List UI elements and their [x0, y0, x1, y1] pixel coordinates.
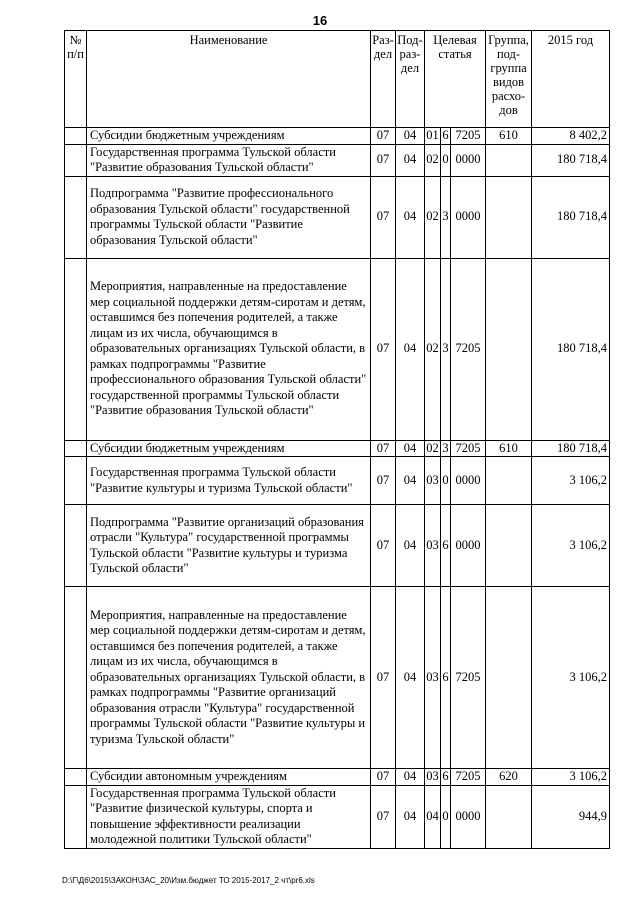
- row-cel-statya-subprogram-cell: 3: [441, 258, 451, 440]
- row-cel-statya-program-cell: 02: [425, 258, 441, 440]
- row-amount-cell: 3 106,2: [532, 587, 610, 769]
- row-cel-statya-subprogram-cell: 3: [441, 176, 451, 258]
- row-name-cell: Государственная программа Тульской области "Развитие образования Тульской области": [87, 144, 371, 176]
- footer-file-path: D:\Г\Д6\2015\ЗАКОН\ЗАС_20\Изм.бюджет ТО 2015-2017_2 чт\pr6.xls: [62, 876, 315, 885]
- row-gruppa-cell: [486, 587, 532, 769]
- row-razdel-cell: 07: [371, 128, 396, 145]
- row-cel-statya-program-cell: 01: [426, 128, 439, 142]
- row-gruppa-cell: [486, 505, 532, 587]
- table-row: [65, 457, 610, 505]
- row-razdel-cell: 07: [371, 144, 396, 176]
- row-num-cell: [65, 505, 87, 587]
- row-podrazdel-cell: 04: [396, 144, 425, 176]
- row-num-cell: [65, 128, 87, 145]
- row-amount-cell: 180 718,4: [532, 144, 610, 176]
- row-razdel-cell: 07: [371, 440, 396, 457]
- row-name-cell: Государственная программа Тульской области "Развитие физической культуры, спорта и повышение эффективности реализации молодежной политики Тульской области": [87, 785, 371, 848]
- row-cel-statya-program-cell: 02: [425, 144, 441, 176]
- row-razdel-cell: 07: [371, 258, 396, 440]
- row-cel-statya-program-cell: 02: [425, 176, 441, 258]
- row-cel-statya-program-cell: 03: [426, 769, 439, 783]
- row-podrazdel-cell: 04: [396, 176, 425, 258]
- row-cel-statya-direction-cell: 7205: [451, 587, 486, 769]
- row-podrazdel-cell: 04: [396, 587, 425, 769]
- row-razdel-cell: 07: [371, 457, 396, 505]
- row-gruppa-cell: [486, 176, 532, 258]
- row-cel-statya-direction-cell: 0000: [451, 505, 486, 587]
- row-amount-cell: 3 106,2: [532, 769, 610, 786]
- header-gruppa: Группа, под- группа видов расхо- дов: [486, 31, 532, 128]
- budget-table: [64, 30, 610, 849]
- table-row: [65, 505, 610, 587]
- row-num-cell: [65, 457, 87, 505]
- row-name-cell: Субсидии автономным учреждениям: [87, 769, 371, 786]
- row-cel-statya-subprogram-cell: 0: [441, 144, 451, 176]
- row-razdel-cell: 07: [371, 785, 396, 848]
- row-name-cell: Субсидии бюджетным учреждениям: [87, 440, 371, 457]
- header-razdel: Раз- дел: [371, 31, 396, 128]
- row-gruppa-cell: 610: [486, 440, 532, 457]
- row-cel-statya-subprogram-cell: 6: [442, 769, 449, 783]
- table-row: [65, 128, 610, 145]
- row-razdel-cell: 07: [371, 505, 396, 587]
- row-cel-statya-direction-cell: 0000: [451, 144, 486, 176]
- row-cel-statya-program-cell: 04: [425, 785, 441, 848]
- row-podrazdel-cell: 04: [396, 457, 425, 505]
- row-num-cell: [65, 258, 87, 440]
- row-cel-statya-subprogram-cell: 0: [441, 457, 451, 505]
- row-cel-statya-program-cell: 03: [425, 587, 441, 769]
- row-amount-cell: 180 718,4: [532, 176, 610, 258]
- row-num-cell: [65, 769, 87, 786]
- row-gruppa-cell: [486, 785, 532, 848]
- row-razdel-cell: 07: [371, 587, 396, 769]
- row-cel-statya-direction-cell: 0000: [451, 785, 486, 848]
- row-name-cell: Подпрограмма "Развитие организаций образования отрасли "Культура" государственной программы Тульской области "Развитие культуры и туризма Тульской области": [87, 505, 371, 587]
- row-num-cell: [65, 144, 87, 176]
- row-razdel-cell: 07: [371, 769, 396, 786]
- table-row: [65, 176, 610, 258]
- row-cel-statya-program-cell: 03: [425, 505, 441, 587]
- row-razdel-cell: 07: [371, 176, 396, 258]
- row-podrazdel-cell: 04: [396, 440, 425, 457]
- row-cel-statya-subprogram-cell: 6: [441, 505, 451, 587]
- row-cel-statya-subprogram-cell: 3: [442, 440, 449, 455]
- row-cel-statya-subprogram-cell: 0: [441, 785, 451, 848]
- row-num-cell: [65, 440, 87, 457]
- header-year: 2015 год: [532, 31, 610, 128]
- row-cel-statya-subprogram-cell: 6: [442, 128, 449, 142]
- row-name-cell: Субсидии бюджетным учреждениям: [87, 128, 371, 145]
- row-gruppa-cell: [486, 144, 532, 176]
- row-podrazdel-cell: 04: [396, 128, 425, 145]
- row-gruppa-cell: 610: [486, 128, 532, 145]
- row-num-cell: [65, 176, 87, 258]
- row-cel-statya-direction-cell: 7205: [451, 440, 486, 457]
- row-podrazdel-cell: 04: [396, 769, 425, 786]
- row-cel-statya-program-cell: 02: [426, 440, 439, 455]
- table-row: [65, 785, 610, 848]
- row-podrazdel-cell: 04: [396, 785, 425, 848]
- row-name-cell: Мероприятия, направленные на предоставление мер социальной поддержки детям-сиротам и детям, оставшимся без попечения родителей, а также лицам из их числа, обучающимся в образовательных организациях Тульской области, в рамках подпрограммы "Развитие профессионального образования Тульской области" государственной программы Тульской области "Развитие образования Тульской области": [87, 258, 371, 440]
- table-row: [65, 587, 610, 769]
- row-amount-cell: 3 106,2: [532, 505, 610, 587]
- row-cel-statya-direction-cell: 7205: [451, 769, 486, 786]
- table-row: [65, 769, 610, 786]
- page-number: 16: [312, 13, 328, 28]
- row-cel-statya-program-cell: 03: [425, 457, 441, 505]
- row-podrazdel-cell: 04: [396, 258, 425, 440]
- row-cel-statya-direction-cell: 7205: [451, 128, 486, 145]
- row-amount-cell: 3 106,2: [532, 457, 610, 505]
- header-cel-statya: Целевая статья: [425, 31, 486, 128]
- row-name-cell: Государственная программа Тульской области "Развитие культуры и туризма Тульской области": [87, 457, 371, 505]
- table-row: [65, 440, 610, 457]
- row-name-cell: Мероприятия, направленные на предоставление мер социальной поддержки детям-сиротам и детям, оставшимся без попечения родителей, а также лицам из их числа, обучающимся в образовательных организациях Тульской области, в рамках подпрограммы "Развитие организаций образования отрасли "Культура" государственной программы Тульской области "Развитие культуры и туризма Тульской области": [87, 587, 371, 769]
- row-num-cell: [65, 785, 87, 848]
- header-name: Наименование: [87, 31, 371, 128]
- table-row: [65, 144, 610, 176]
- header-podrazdel: Под- раз- дел: [396, 31, 425, 128]
- row-amount-cell: 8 402,2: [532, 128, 610, 145]
- row-cel-statya-subprogram-cell: 6: [441, 587, 451, 769]
- row-gruppa-cell: 620: [486, 769, 532, 786]
- row-name-cell: Подпрограмма "Развитие профессионального образования Тульской области" государственной программы Тульской области "Развитие образования Тульской области": [87, 176, 371, 258]
- header-num: № п/п: [65, 31, 87, 128]
- table-header-row: [65, 31, 610, 128]
- table-row: [65, 258, 610, 440]
- row-gruppa-cell: [486, 457, 532, 505]
- row-podrazdel-cell: 04: [396, 505, 425, 587]
- row-cel-statya-direction-cell: 0000: [451, 176, 486, 258]
- row-amount-cell: 180 718,4: [532, 258, 610, 440]
- row-amount-cell: 944,9: [532, 785, 610, 848]
- row-amount-cell: 180 718,4: [532, 440, 610, 457]
- row-num-cell: [65, 587, 87, 769]
- row-cel-statya-direction-cell: 0000: [451, 457, 486, 505]
- row-gruppa-cell: [486, 258, 532, 440]
- row-cel-statya-direction-cell: 7205: [451, 258, 486, 440]
